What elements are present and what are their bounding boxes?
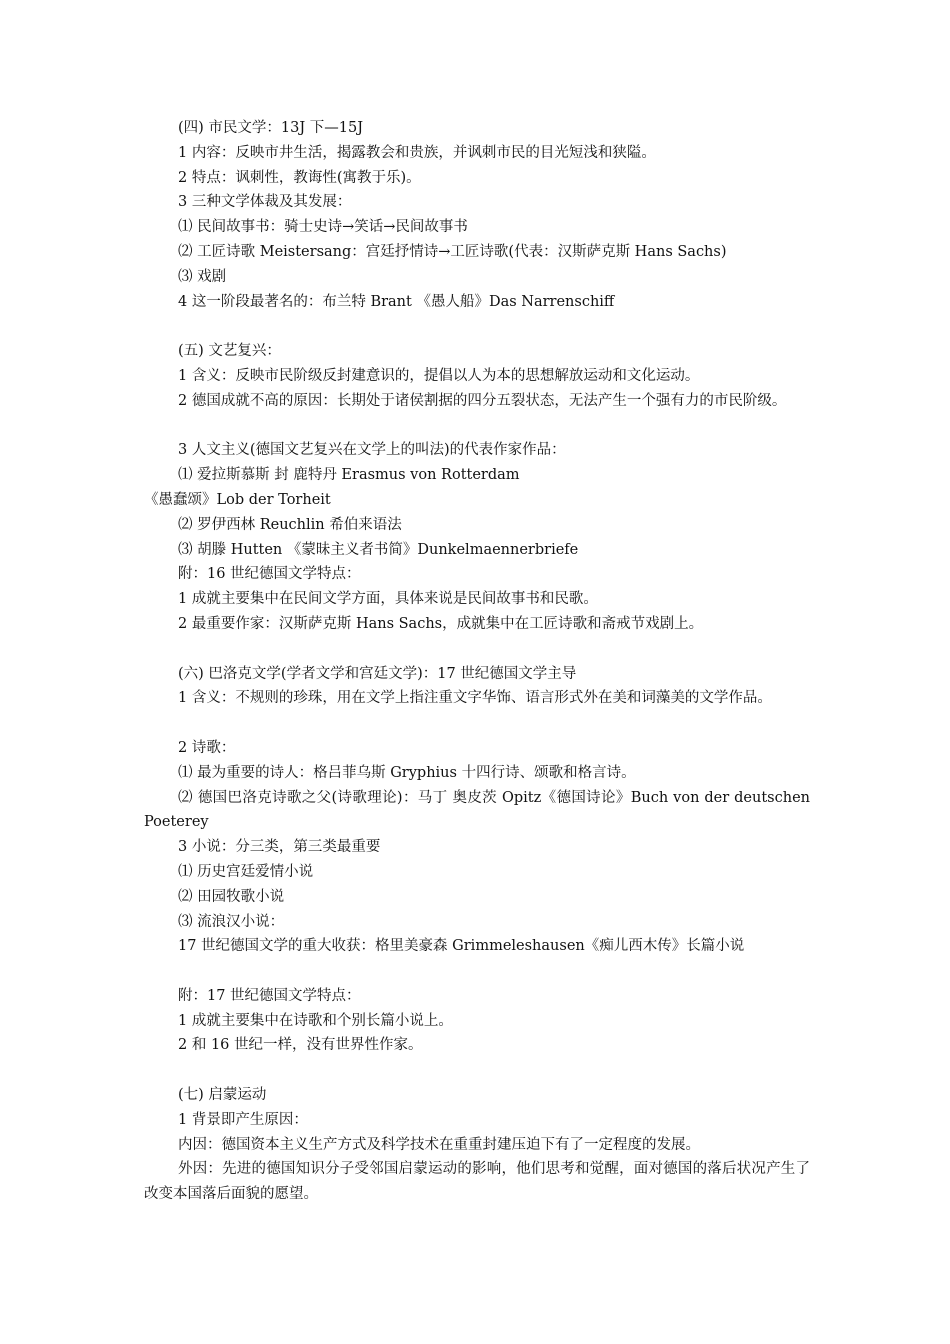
text-line: 1 成就主要集中在民间文学方面，具体来说是民间故事书和民歌。 <box>178 591 598 608</box>
document-body <box>144 116 810 1207</box>
text-line: ⑴ 民间故事书：骑士史诗→笑话→民间故事书 <box>178 219 468 236</box>
section-s6b <box>144 984 810 1058</box>
text-line: 1 内容：反映市井生活，揭露教会和贵族，并讽刺市民的目光短浅和狭隘。 <box>178 144 656 161</box>
text-line: 1 背景即产生原因： <box>178 1111 308 1128</box>
text-line: ⑶ 胡滕 Hutten 《蒙昧主义者书简》Dunkelmaennerbriefe <box>178 541 579 558</box>
text-line: 内因：德国资本主义生产方式及科学技术在重重封建压迫下有了一定程度的发展。 <box>178 1136 700 1153</box>
text-line: 1 含义：反映市民阶级反封建意识的，提倡以人为本的思想解放运动和文化运动。 <box>178 367 700 384</box>
text-line: ⑶ 戏剧 <box>178 268 227 285</box>
text-line: 《愚蠢颂》Lob der Torheit <box>144 491 331 508</box>
text-line: 3 三种文学体裁及其发展： <box>178 194 352 211</box>
text-line: 3 人文主义(德国文艺复兴在文学上的叫法)的代表作家作品： <box>178 442 566 459</box>
text-line: 4 这一阶段最著名的：布兰特 Brant 《愚人船》Das Narrenschiff <box>178 293 615 310</box>
section-s6 <box>144 662 810 960</box>
text-line: ⑴ 最为重要的诗人：格吕菲乌斯 Gryphius 十四行诗、颂歌和格言诗。 <box>178 764 636 781</box>
section-spacer <box>144 637 810 662</box>
text-line: ⑴ 历史宫廷爱情小说 <box>178 863 314 880</box>
text-line: 2 和 16 世纪一样，没有世界性作家。 <box>178 1037 423 1054</box>
text-line: 2 最重要作家：汉斯萨克斯 Hans Sachs，成就集中在工匠诗歌和斋戒节戏剧上。 <box>178 615 704 632</box>
section-spacer <box>144 314 810 339</box>
text-line: 1 含义：不规则的珍珠，用在文学上指注重文字华饰、语言形式外在美和词藻美的文学作品。 <box>178 690 772 707</box>
section-heading: (四) 市民文学：13J 下—15J <box>178 120 364 136</box>
section-heading: (六) 巴洛克文学(学者文学和宫廷文学)：17 世纪德国文学主导 <box>178 665 577 682</box>
text-line: 2 诗歌： <box>178 739 236 756</box>
text-line: ⑵ 田园牧歌小说 <box>178 888 285 905</box>
text-line: ⑵ 罗伊西林 Reuchlin 希伯来语法 <box>178 516 402 533</box>
text-line: ⑵ 德国巴洛克诗歌之父(诗歌理论)：马丁 奥皮茨 Opitz《德国诗论》Buch von der deutschen Poeterey <box>144 789 810 831</box>
section-s4 <box>144 116 810 314</box>
text-line: 附：16 世纪德国文学特点： <box>178 566 361 583</box>
text-line: 17 世纪德国文学的重大收获：格里美豪森 Grimmeleshausen《痴儿西木传》长篇小说 <box>178 938 745 955</box>
section-spacer <box>144 959 810 984</box>
text-line: ⑵ 工匠诗歌 Meistersang：宫廷抒情诗→工匠诗歌(代表：汉斯萨克斯 Hans Sachs) <box>178 243 727 260</box>
text-line: 3 小说：分三类，第三类最重要 <box>178 839 381 856</box>
text-line: ⑴ 爱拉斯慕斯 封 鹿特丹 Erasmus von Rotterdam <box>178 467 520 484</box>
section-s5 <box>144 339 810 637</box>
section-spacer <box>144 1058 810 1083</box>
text-line: 2 特点：讽刺性，教诲性(寓教于乐)。 <box>178 169 421 186</box>
section-heading: (七) 启蒙运动 <box>178 1087 267 1104</box>
section-heading: (五) 文艺复兴： <box>178 343 281 360</box>
text-line: 1 成就主要集中在诗歌和个别长篇小说上。 <box>178 1012 453 1029</box>
text-line: ⑶ 流浪汉小说： <box>178 913 285 930</box>
text-line: 2 德国成就不高的原因：长期处于诸侯割据的四分五裂状态，无法产生一个强有力的市民阶级。 <box>178 392 787 409</box>
section-s7 <box>144 1083 810 1207</box>
text-line: 外因：先进的德国知识分子受邻国启蒙运动的影响，他们思考和觉醒，面对德国的落后状况产生了改变本国落后面貌的愿望。 <box>144 1161 810 1203</box>
text-line: 附：17 世纪德国文学特点： <box>178 987 361 1004</box>
